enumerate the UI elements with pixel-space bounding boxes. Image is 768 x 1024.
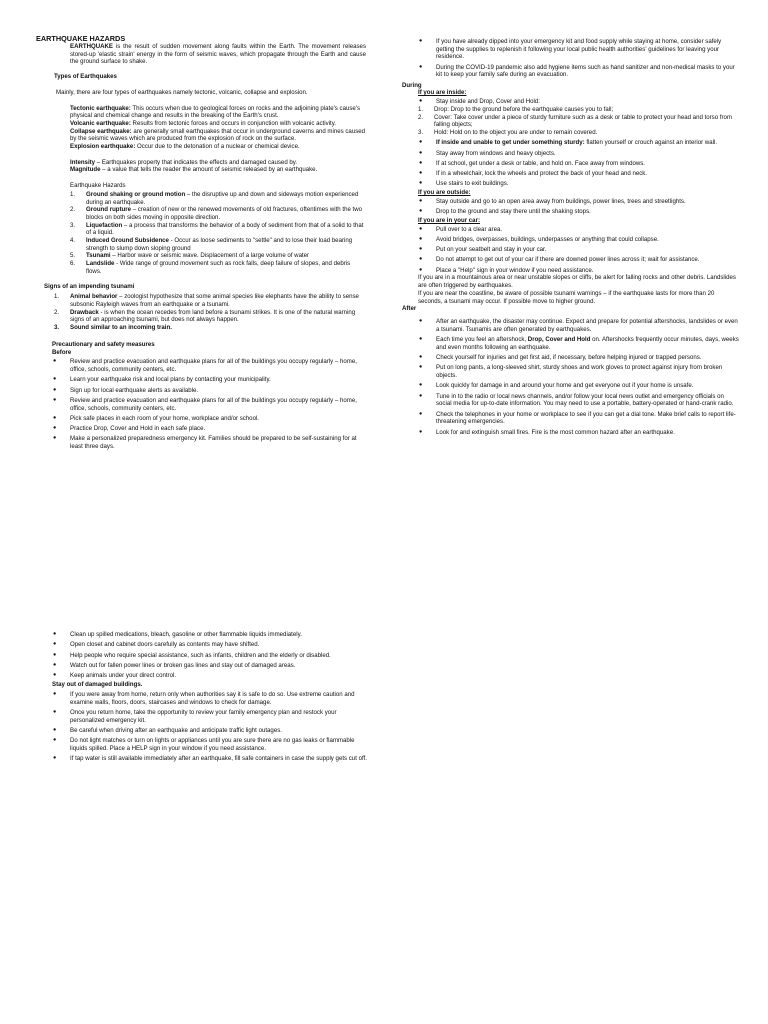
inside-step bbox=[418, 106, 740, 114]
tsunami-item bbox=[54, 293, 366, 308]
type-text: are generally small earthquakes that occur in underground caverns and mines caused by the seismic waves which are produced from the explosion of rock on the surface. bbox=[70, 127, 366, 143]
after-item bbox=[418, 336, 740, 351]
after-item: ● Check yourself for injuries and get first aid, if necessary, before helping injured or trapped persons. bbox=[418, 354, 740, 362]
inside-step bbox=[418, 129, 740, 137]
tsunami-item bbox=[54, 324, 366, 332]
definition-term: Magnitude bbox=[70, 166, 101, 174]
item-number: 5. bbox=[70, 252, 76, 260]
left-column bbox=[36, 34, 366, 453]
inside-item: ● Stay inside and Drop, Cover and Hold: bbox=[418, 98, 740, 106]
car-heading: If you are in your car: bbox=[418, 216, 480, 224]
outside-item: ● Stay outside and go to an open area away from buildings, power lines, trees and streetlights. bbox=[418, 198, 740, 206]
hazard-term: Liquefaction bbox=[86, 221, 123, 229]
inside-text: flatten yourself or crouch against an interior wall. bbox=[584, 139, 718, 147]
car-item: ● Pull over to a clear area. bbox=[418, 226, 740, 234]
hazard-item bbox=[70, 206, 366, 221]
damaged-buildings-list bbox=[52, 691, 368, 763]
item-number: 4. bbox=[70, 237, 76, 245]
type-term: Tectonic earthquake: bbox=[70, 104, 131, 112]
type-term: Explosion earthquake: bbox=[70, 143, 136, 151]
tsunami-text: - is when the ocean recedes from land before a tsunami strikes. It is one of the natural warning signs of an approaching tsunami, but does not always happen. bbox=[70, 308, 356, 324]
outside-list bbox=[418, 198, 740, 216]
before-item: ● Review and practice evacuation and earthquake plans for all of the buildings you occupy regularly – home, office, schools, community centers, etc. bbox=[52, 358, 366, 373]
car-item: ● Avoid bridges, overpasses, buildings, underpasses or anything that could collapse. bbox=[418, 236, 740, 244]
item-number: 2. bbox=[418, 113, 424, 121]
before-item: ● Pick safe places in each room of your home, workplace and/or school. bbox=[52, 415, 366, 423]
inside-item: ● If in a wheelchair, lock the wheels and protect the back of your head and neck. bbox=[418, 170, 740, 178]
type-term: Volcanic earthquake: bbox=[70, 119, 131, 127]
item-number: 2. bbox=[70, 206, 76, 214]
kit-list bbox=[418, 38, 740, 79]
hazard-text: – creation of new or the renewed movements of old fractures, oftentimes with the two blocks on both sides moving in opposite direction. bbox=[86, 206, 363, 221]
after-item: ● After an earthquake, the disaster may continue. Expect and prepare for potential aftershocks, landslides or even a tsunami. Tsunamis are often generated by earthquakes. bbox=[418, 318, 740, 333]
damaged-item: ● If tap water is still available immediately after an earthquake, fill safe containers in case the supply gets cut off. bbox=[52, 755, 368, 763]
inside-item: ● Use stairs to exit buildings. bbox=[418, 180, 740, 188]
before-item: ● Make a personalized preparedness emergency kit. Families should be prepared to be self-sustaining for at least three days. bbox=[52, 435, 366, 450]
step-text: Drop: Drop to the ground before the earthquake causes you to fall; bbox=[434, 105, 614, 113]
hazard-item bbox=[70, 260, 366, 275]
hazard-text: - Wide range of ground movement such as rock falls, deep failure of slopes, and debris flows. bbox=[86, 260, 351, 275]
type-item bbox=[70, 143, 366, 151]
after-item: ● Tune in to the radio or local news channels, and/or follow your local news outlet and emergency officials on social media for up-to-date information. You may need to use a portable, battery-operated or hand-crank radio. bbox=[418, 393, 740, 408]
type-term: Collapse earthquake: bbox=[70, 127, 132, 135]
inside-step bbox=[418, 114, 740, 129]
after-list bbox=[418, 318, 740, 436]
after-item: ● Clean up spilled medications, bleach, gasoline or other flammable liquids immediately. bbox=[52, 631, 368, 639]
hazard-term: Tsunami bbox=[86, 252, 111, 260]
item-number: 3. bbox=[418, 128, 424, 136]
tsunami-term: Drawback bbox=[70, 308, 99, 316]
definition-item bbox=[70, 159, 366, 167]
damaged-buildings-heading: Stay out of damaged buildings. bbox=[52, 681, 143, 689]
intro-term: EARTHQUAKE bbox=[70, 43, 113, 50]
kit-item: ● If you have already dipped into your emergency kit and food supply while staying at home, consider safely getting the supplies to replenish it following your local public health authorities' guidelines for leaving your residence. bbox=[418, 38, 740, 61]
coast-paragraph: If you are near the coastline, be aware of possible tsunami warnings – if the earthquake lasts for more than 20 seconds, a tsunami may occur. If possible move to higher ground. bbox=[418, 289, 715, 305]
during-heading: During bbox=[402, 81, 422, 89]
item-number: 6. bbox=[70, 260, 76, 268]
types-heading: Types of Earthquakes bbox=[54, 73, 117, 81]
item-number: 3. bbox=[54, 324, 60, 332]
damaged-item: ● Be careful when driving after an earthquake and anticipate traffic light outages. bbox=[52, 727, 368, 735]
item-number: 1. bbox=[70, 190, 76, 198]
precaution-heading: Precautionary and safety measures bbox=[52, 340, 155, 348]
after-item: ● Watch out for fallen power lines or broken gas lines and stay out of damaged areas. bbox=[52, 662, 368, 670]
definition-text: – Earthquakes property that indicates the effects and damaged caused by. bbox=[95, 158, 298, 166]
hazard-term: Ground rupture bbox=[86, 206, 132, 214]
hazard-text: – the disruptive up and down and sideways motion experienced during an earthquake. bbox=[86, 190, 359, 206]
type-text: This occurs when due to geological forces on rocks and the adjoining plate's cause's physical and chemical change and results in the breaking of the Earth's crust. bbox=[70, 104, 361, 120]
type-item bbox=[70, 120, 366, 128]
type-text: Occur due to the detonation of a nuclear or chemical device. bbox=[135, 143, 300, 151]
inside-item: ● Stay away from windows and heavy objects. bbox=[418, 150, 740, 158]
type-text: Results from tectonic forces and occurs in conjunction with volcanic activity. bbox=[130, 119, 336, 127]
document-title: EARTHQUAKE HAZARDS bbox=[36, 34, 126, 43]
tsunami-list bbox=[54, 293, 366, 332]
inside-heading: If you are inside: bbox=[418, 89, 467, 97]
after-item: ● Check the telephones in your home or workplace to see if you can get a dial tone. Make brief calls to report life-threatening emergencies. bbox=[418, 411, 740, 426]
hazard-item bbox=[70, 252, 366, 260]
hazard-term: Ground shaking or ground motion bbox=[86, 190, 186, 198]
left-bottom-column bbox=[52, 631, 368, 766]
after-text: on. Aftershocks frequently occur minutes, days, weeks and even months following an earthquake. bbox=[436, 335, 739, 351]
after-item: ● Put on long pants, a long-sleeved shirt, sturdy shoes and work gloves to protect against injury from broken objects. bbox=[418, 364, 740, 379]
step-text: Cover: Take cover under a piece of sturdy furniture such as a desk or table to protect your head and torso from falling objects; bbox=[434, 113, 732, 129]
damaged-item: ● Once you return home, take the opportunity to review your family emergency plan and restock your personalized emergency kit. bbox=[52, 709, 368, 724]
outside-item: ● Drop to the ground and stay there until the shaking stops. bbox=[418, 208, 740, 216]
intro-text: is the result of sudden movement along faults within the Earth. The movement releases stored-up 'elastic strain' energy in the form of seismic waves, which propagate through the Earth and cause the ground surface to shake. bbox=[70, 43, 366, 66]
definition-item bbox=[70, 166, 366, 174]
item-number: 3. bbox=[70, 221, 76, 229]
tsunami-term: Animal behavior bbox=[70, 293, 118, 301]
type-item bbox=[70, 128, 366, 143]
tsunami-item bbox=[54, 309, 366, 324]
car-item: ● Do not attempt to get out of your car if there are downed power lines across it; wait for assistance. bbox=[418, 256, 740, 264]
definition-text: – a value that tells the reader the amount of seismic released by an earthquake. bbox=[100, 166, 318, 174]
tsunami-text: – zoologist hypothesize that some animal species like elephants have the ability to sense subsonic Rayleigh waves from an earthquake or a tsunami. bbox=[70, 293, 359, 308]
types-lead: Mainly, there are four types of earthquakes namely tectonic, volcanic, collapse and explosion. bbox=[56, 88, 308, 96]
tsunami-term: Sound similar to an incoming train. bbox=[70, 324, 172, 332]
after-item: ● Look for and extinguish small fires. Fire is the most common hazard after an earthquake. bbox=[418, 429, 740, 437]
car-item: ● Place a "Help" sign in your window if you need assistance. bbox=[418, 267, 740, 275]
hazard-text: – a process that transforms the behavior of a body of sediment from that of a solid to that of a liquid. bbox=[86, 221, 364, 237]
definition-term: Intensity bbox=[70, 158, 96, 166]
before-item: ● Practice Drop, Cover and Hold in each safe place. bbox=[52, 425, 366, 433]
after-item: ● Open closet and cabinet doors carefully as contents may have shifted. bbox=[52, 641, 368, 649]
item-number: 2. bbox=[54, 308, 60, 316]
mountain-paragraph: If you are in a mountainous area or near unstable slopes or cliffs, be alert for falling rocks and other debris. Landslides are often triggered by earthquakes. bbox=[418, 274, 736, 290]
hazard-text: – Harbor wave or seismic wave. Displacement of a large volume of water bbox=[110, 252, 310, 260]
after-item: ● Look quickly for damage in and around your home and get everyone out if your home is unsafe. bbox=[418, 382, 740, 390]
after-continued-list bbox=[52, 631, 368, 680]
car-item: ● Put on your seatbelt and stay in your car. bbox=[418, 246, 740, 254]
damaged-item: ● If you were away from home, return only when authorities say it is safe to do so. Use extreme caution and examine walls, floors, doors, staircases and windows to check for damage. bbox=[52, 691, 368, 706]
before-list bbox=[52, 358, 366, 451]
hazard-item bbox=[70, 222, 366, 237]
car-list bbox=[418, 226, 740, 275]
item-number: 1. bbox=[54, 293, 60, 301]
tsunami-heading: Signs of an impending tsunami bbox=[44, 282, 135, 290]
hazard-text: - Occur as loose sediments to "settle" and to lose their load bearing strength to slump down sloping ground bbox=[86, 237, 353, 252]
type-item bbox=[70, 105, 366, 120]
step-text: Hold: Hold on to the object you are under to remain covered. bbox=[434, 128, 598, 136]
before-item: ● Review and practice evacuation and earthquake plans for all of the buildings you occupy regularly – home, office, schools, community centers, etc. bbox=[52, 397, 366, 412]
hazard-item bbox=[70, 191, 366, 206]
inside-item bbox=[418, 139, 740, 147]
before-item: ● Learn your earthquake risk and local plans by contacting your municipality. bbox=[52, 376, 366, 384]
definitions bbox=[70, 159, 366, 174]
hazards-list bbox=[70, 191, 366, 276]
hazard-term: Induced Ground Subsidence bbox=[86, 237, 169, 245]
hazards-heading: Earthquake Hazards bbox=[70, 182, 126, 190]
inside-list bbox=[418, 98, 740, 188]
after-heading: After bbox=[402, 305, 417, 313]
after-term: Drop, Cover and Hold bbox=[527, 335, 591, 343]
after-item: ● Help people who require special assistance, such as infants, children and the elderly or disabled. bbox=[52, 652, 368, 660]
intro-paragraph bbox=[70, 43, 366, 66]
right-column bbox=[402, 38, 740, 439]
hazard-item bbox=[70, 237, 366, 252]
types-list bbox=[70, 105, 366, 151]
outside-heading: If you are outside: bbox=[418, 189, 471, 197]
inside-item: ● If at school, get under a desk or table, and hold on. Face away from windows. bbox=[418, 160, 740, 168]
before-heading: Before bbox=[52, 348, 72, 356]
after-text: Each time you feel an aftershock, bbox=[436, 335, 528, 343]
kit-item: ● During the COVID-19 pandemic also add hygiene items such as hand sanitizer and non-medical masks to your kit to keep your family safe during an evacuation. bbox=[418, 64, 740, 79]
item-number: 1. bbox=[418, 105, 424, 113]
hazard-term: Landslide bbox=[86, 260, 115, 268]
inside-term: If inside and unable to get under something sturdy: bbox=[436, 139, 585, 147]
damaged-item: ● Do not light matches or turn on lights or appliances until you are sure there are no gas leaks or flammable liquids spilled. Place a HELP sign in your window if you need assistance. bbox=[52, 737, 368, 752]
after-item: ● Keep animals under your direct control. bbox=[52, 672, 368, 680]
before-item: ● Sign up for local earthquake alerts as available. bbox=[52, 387, 366, 395]
